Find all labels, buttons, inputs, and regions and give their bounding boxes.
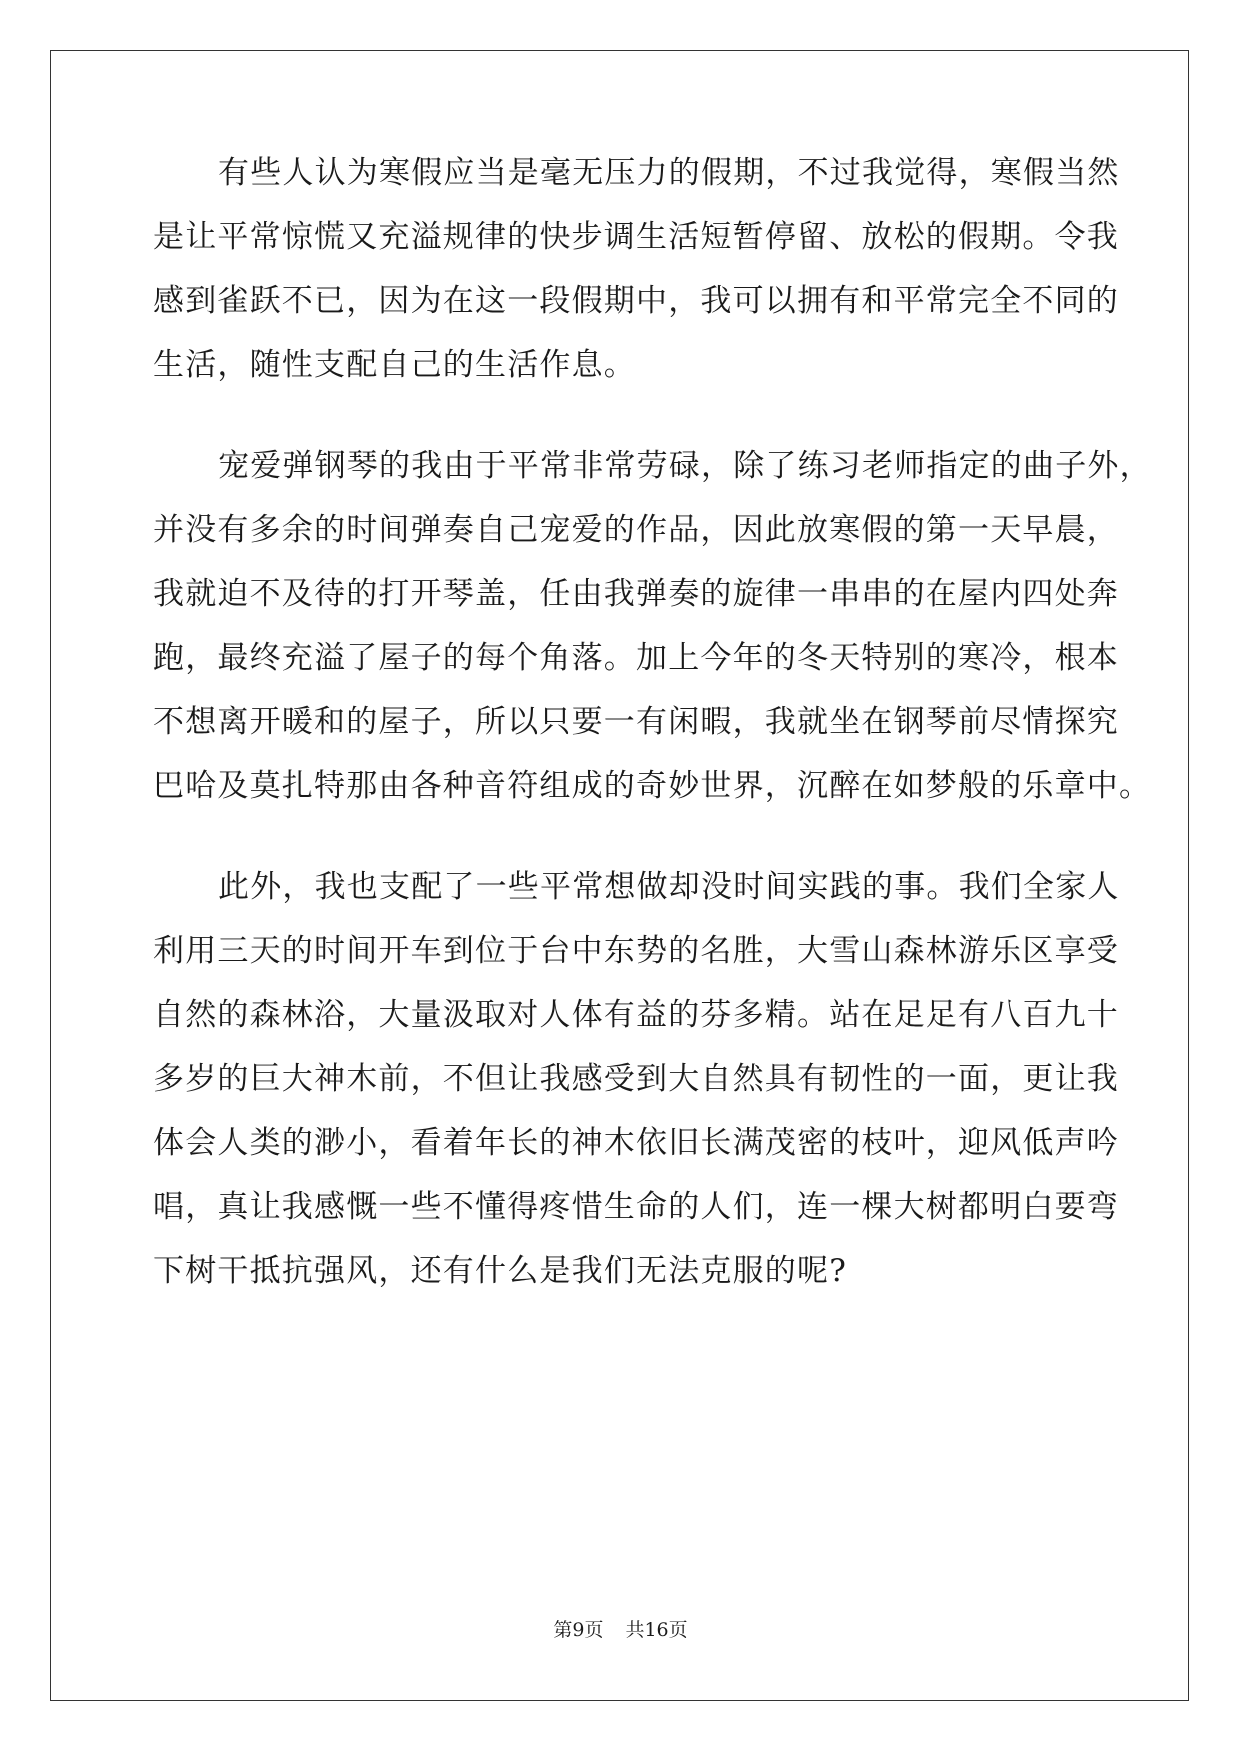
page-total: 共16页 [625,1619,688,1641]
paragraph-3-line-7: 下树干抵抗强风，还有什么是我们无法克服的呢? [153,1253,848,1289]
paragraph-3-line-5: 体会人类的渺小，看着年长的神木依旧长满茂密的枝叶，迎风低声吟 [153,1125,1119,1161]
paragraph-1-line-4: 生活，随性支配自己的生活作息。 [153,347,636,383]
paragraph-3-line-3: 自然的森林浴，大量汲取对人体有益的芬多精。站在足足有八百九十 [153,997,1119,1033]
paragraph-3-line-6: 唱，真让我感慨一些不懂得疼惜生命的人们，连一棵大树都明白要弯 [153,1189,1119,1225]
paragraph-2-line-2: 并没有多余的时间弹奏自己宠爱的作品，因此放寒假的第一天早晨， [153,512,1119,548]
paragraph-1-line-3: 感到雀跃不已，因为在这一段假期中，我可以拥有和平常完全不同的 [153,283,1119,319]
page-number: 第9页 [553,1619,604,1641]
paragraph-2-line-4: 跑，最终充溢了屋子的每个角落。加上今年的冬天特别的寒冷，根本 [153,640,1119,676]
paragraph-3-line-4: 多岁的巨大神木前，不但让我感受到大自然具有韧性的一面，更让我 [153,1061,1119,1097]
paragraph-3-line-1: 此外，我也支配了一些平常想做却没时间实践的事。我们全家人 [218,869,1120,905]
paragraph-2-line-5: 不想离开暖和的屋子，所以只要一有闲暇，我就坐在钢琴前尽情探究 [153,704,1119,740]
page-footer [0,1615,1241,1642]
paragraph-1-line-1: 有些人认为寒假应当是毫无压力的假期，不过我觉得，寒假当然 [218,155,1120,191]
paragraph-1-line-2: 是让平常惊慌又充溢规律的快步调生活短暂停留、放松的假期。令我 [153,219,1119,255]
paragraph-2-line-6: 巴哈及莫扎特那由各种音符组成的奇妙世界，沉醉在如梦般的乐章中。 [153,768,1152,804]
paragraph-2-line-3: 我就迫不及待的打开琴盖，任由我弹奏的旋律一串串的在屋内四处奔 [153,576,1119,612]
paragraph-2-line-1: 宠爱弹钢琴的我由于平常非常劳碌，除了练习老师指定的曲子外， [218,448,1152,484]
paragraph-3-line-2: 利用三天的时间开车到位于台中东势的名胜，大雪山森林游乐区享受 [153,933,1119,969]
